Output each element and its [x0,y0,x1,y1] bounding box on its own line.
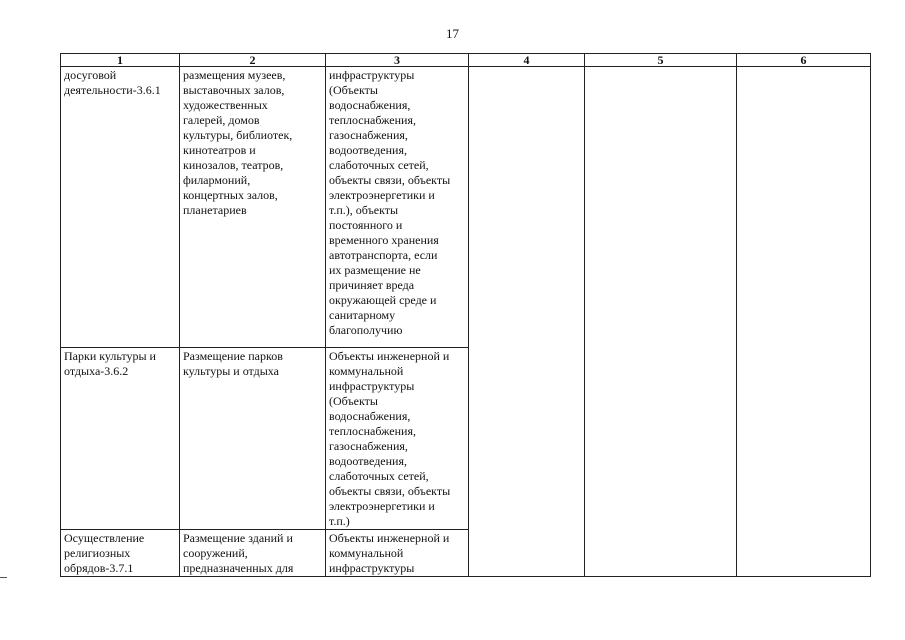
land-use-type-cell: Осуществление религиозных обрядов-3.7.1 [61,530,180,577]
margin-tick-mark [0,577,7,578]
column-header-3: 3 [326,54,469,67]
column-header-1: 1 [61,54,180,67]
auxiliary-use-cell: Объекты инженерной и коммунальной инфраструктуры [326,530,469,577]
page-number: 17 [446,26,459,41]
column-header-2: 2 [180,54,326,67]
empty-column-5-cell [585,67,737,577]
empty-column-6-cell [737,67,871,577]
land-use-table [60,53,871,577]
empty-column-4-cell [469,67,585,577]
column-header-6: 6 [737,54,871,67]
description-cell: Размещение зданий и сооружений, предназначенных для [180,530,326,577]
land-use-type-cell: Парки культуры и отдыха-3.6.2 [61,348,180,530]
table-header-row [61,54,871,67]
column-header-4: 4 [469,54,585,67]
auxiliary-use-cell: инфраструктуры (Объекты водоснабжения, теплоснабжения, газоснабжения, водоотведения, слаботочных сетей, объекты связи, объекты электроэнергетики и т.п.), объекты постоянного и временного хранения автотранспорта, если их размещение не причиняет вреда окружающей среде и санитарному благополучию [326,67,469,348]
column-header-5: 5 [585,54,737,67]
description-cell: Размещение парков культуры и отдыха [180,348,326,530]
land-use-type-cell: досуговой деятельности-3.6.1 [61,67,180,348]
table-row [61,67,871,348]
description-cell: размещения музеев, выставочных залов, художественных галерей, домов культуры, библиотек, кинотеатров и кинозалов, театров, филармоний, концертных залов, планетариев [180,67,326,348]
auxiliary-use-cell: Объекты инженерной и коммунальной инфраструктуры (Объекты водоснабжения, теплоснабжения, газоснабжения, водоотведения, слаботочных сетей, объекты связи, объекты электроэнергетики и т.п.) [326,348,469,530]
